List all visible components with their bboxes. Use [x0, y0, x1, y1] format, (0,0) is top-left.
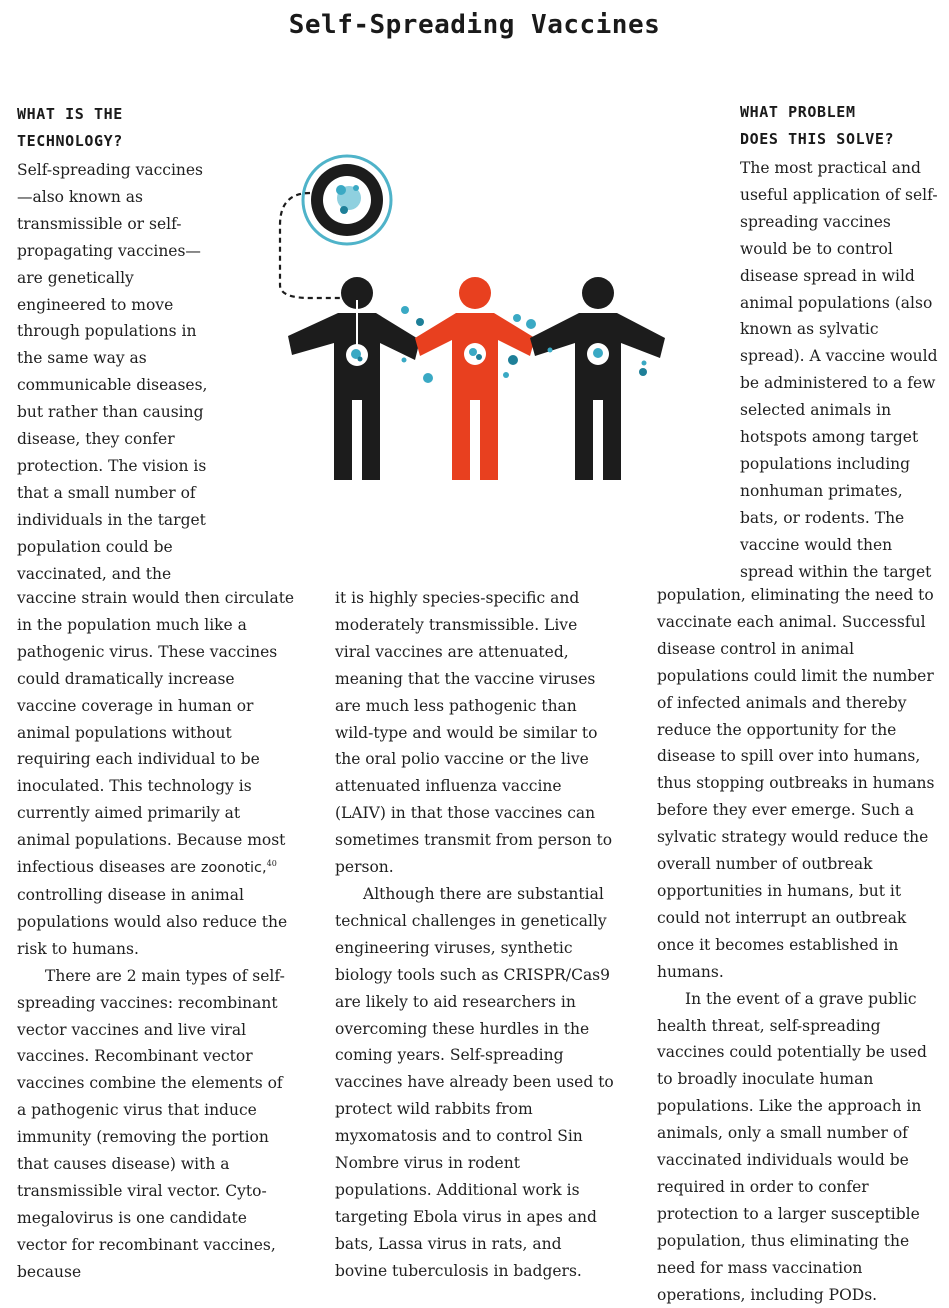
person-figure-middle [415, 277, 535, 480]
section-heading-problem [740, 99, 894, 153]
paragraph-text: The most practical and useful application of self-spreading vaccines would be to control disease spread in wild animal populations (also known as sylvatic spread). A vaccine would be administered to a few selected animals in hotspots among target populations including nonhuman primates, bats, or rodents. The vaccine would then spread within the target [740, 159, 938, 581]
paragraph-text: Self-spreading vaccines—also known as transmissible or self-propagating vaccines—are genetically engineered to move through populations in the same way as communicable diseases, but rather than causing disease, they confer protection. The vision is that a small number of individuals in the target population could be vaccinated, and the [17, 161, 208, 583]
section-heading-line: WHAT PROBLEM [740, 103, 856, 121]
highlight-term: zoonotic, [200, 860, 267, 877]
page-title: Self-Spreading Vaccines [288, 10, 661, 40]
paragraph-text: Although there are substantial technical challenges in genetically engineering viruses, synthetic biology tools such as CRISPR/Cas9 are likely to aid researchers in overcoming these hurdles in the coming years. Self-spreading vaccines have already been used to protect wild rabbits from myxomatosis and to control Sin Nombre virus in rodent populations. Additional work is targeting Ebola virus in apes and bats, Lassa virus in rats, and bovine tuberculosis in badgers. [335, 884, 614, 1280]
right-intro-paragraph [740, 155, 943, 586]
person-figure-left [288, 277, 420, 480]
paragraph-text: There are 2 main types of self-spreading vaccines: recombinant vector vaccines and live viral vaccines. Recombinant vector vaccines combine the elements of a pathogenic virus that induce immunity (removing the portion that causes disease) with a transmissible viral vector. Cyto- megalovirus is one candidate vector for recombinant vaccines, because [17, 966, 285, 1281]
paragraph-segment: vaccine strain would then circulate in the population much like a pathogenic virus. These vaccines could dramatically increase vaccine coverage in human or animal populations without requiring each individual to be inoculated. This technology is currently aimed primarily at animal populations. Because most infectious diseases are [17, 589, 295, 877]
reference-number: 40 [266, 858, 277, 868]
left-column-body [17, 585, 295, 1286]
left-intro-paragraph [17, 157, 217, 588]
section-heading-line: WHAT IS THE [17, 105, 123, 123]
paragraph-text: In the event of a grave public health threat, self-spreading vaccines could potentially be used to broadly inoculate human populations. Like the approach in animals, only a small number of vaccinated individuals would be required in order to confer protection to a larger susceptible population, thus eliminating the need for mass vaccination operations, including PODs. [657, 989, 927, 1304]
middle-column-body [335, 585, 615, 1285]
magnified-virus-icon [303, 156, 391, 244]
paragraph-text: population, eliminating the need to vaccinate each animal. Successful disease control in animal populations could limit the number of infected animals and thereby reduce the opportunity for the disease to spill over into humans, thus stopping outbreaks in humans before they ever emerge. Such a sylvatic strategy would reduce the overall number of outbreak opportunities in humans, but it could not interrupt an outbreak once it becomes established in humans. [657, 586, 935, 981]
section-heading-technology [17, 101, 123, 155]
right-column-body [657, 582, 945, 1308]
person-figure-right [530, 277, 665, 480]
paragraph-segment: controlling disease in animal populations would also reduce the risk to humans. [17, 885, 288, 958]
paragraph-text [17, 585, 295, 963]
vaccine-spread-illustration [270, 150, 680, 490]
paragraph-text: it is highly species-specific and moderately transmissible. Live viral vaccines are attenuated, meaning that the vaccine viruses are much less pathogenic than wild-type and would be similar to the oral polio vaccine or the live attenuated influenza vaccine (LAIV) in that those vaccines can sometimes transmit from person to person. [335, 589, 613, 877]
section-heading-line: DOES THIS SOLVE? [740, 130, 895, 148]
section-heading-line: TECHNOLOGY? [17, 132, 123, 150]
